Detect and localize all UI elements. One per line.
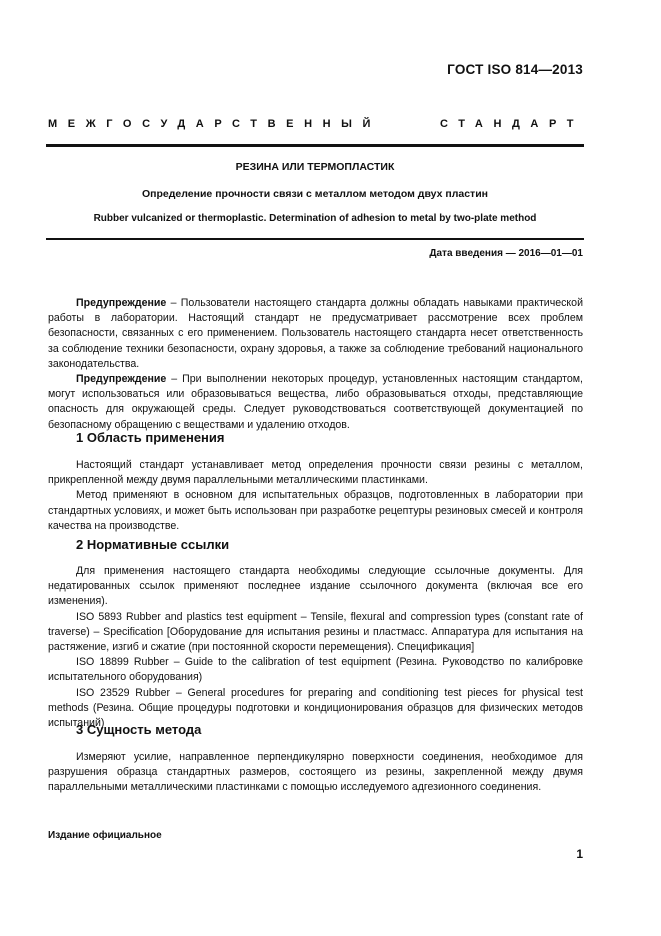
warning-text: – При выполнении некоторых процедур, установленных настоящим стандартом, могут использоваться или образовываться вещества, либо образовываться отходы, представляющие опасность для окружающей среды. Следует руководствоваться соответствующей документацией по безопасному обращению с веществами и удалению отходов. bbox=[48, 373, 583, 431]
document-subtitle-en: Rubber vulcanized or thermoplastic. Determination of adhesion to metal by two-plate method bbox=[93, 213, 537, 224]
title-divider bbox=[46, 238, 584, 240]
reference-iso-18899: ISO 18899 Rubber – Guide to the calibration of test equipment (Резина. Руководство по калибровке испытательного оборудования) bbox=[48, 656, 583, 684]
paragraph: Измеряют усилие, направленное перпендикулярно поверхности соединения, необходимое для разрушения образца стандартных размеров, состоящего из резины, закрепленной между двумя параллельными металлическими пластинками с помощью исследуемого адгезионного соединения. bbox=[48, 751, 583, 794]
warning-label: Предупреждение bbox=[76, 373, 167, 386]
warning-paragraph bbox=[48, 296, 583, 372]
paragraph: Метод применяют в основном для испытательных образцов, подготовленных в лаборатории при стандартных условиях, и может быть использован при разработке рецептуры резиновых смесей и контроля качества на производстве. bbox=[48, 489, 583, 532]
reference-iso-23529: ISO 23529 Rubber – General procedures for preparing and conditioning test pieces for physical test methods (Резина. Общие процедуры подготовки и кондиционирования образцов для физических методов испытаний) bbox=[48, 686, 583, 730]
page-number: 1 bbox=[576, 847, 583, 861]
document-title: РЕЗИНА ИЛИ ТЕРМОПЛАСТИК bbox=[235, 161, 395, 173]
standard-label: СТАНДАРТ bbox=[440, 118, 585, 130]
paragraph: Для применения настоящего стандарта необходимы следующие ссылочные документы. Для недатированных ссылок применяют последнее издание ссылочного документа (включая все его изменения). bbox=[48, 565, 583, 608]
section-heading-references: 2 Нормативные ссылки bbox=[76, 537, 230, 552]
section-body-principle bbox=[48, 750, 583, 796]
section-body-scope bbox=[48, 458, 583, 534]
section-heading-scope: 1 Область применения bbox=[76, 430, 225, 445]
warning-text: – Пользователи настоящего стандарта должны обладать навыками практической работы в лаборатории. Настоящий стандарт не предусматривает рассмотрение всех проблем безопасности, связанных с его применением. Пользователь настоящего стандарта несет ответственность за соблюдение техники безопасности, охрану здоровья, а также за соблюдение требований национального законодательства. bbox=[48, 297, 583, 370]
official-edition-label: Издание официальное bbox=[48, 830, 162, 841]
warning-label: Предупреждение bbox=[76, 297, 167, 309]
introduction-date: Дата введения — 2016—01—01 bbox=[429, 248, 583, 259]
header-divider bbox=[46, 144, 584, 147]
warning-paragraph bbox=[48, 372, 583, 433]
interstate-label: МЕЖГОСУДАРСТВЕННЫЙ bbox=[48, 118, 382, 130]
section-heading-principle: 3 Сущность метода bbox=[76, 722, 202, 737]
document-code: ГОСТ ISO 814—2013 bbox=[447, 62, 583, 77]
warnings-block bbox=[48, 296, 583, 433]
document-subtitle-ru: Определение прочности связи с металлом методом двух пластин bbox=[142, 188, 488, 200]
reference-iso-5893: ISO 5893 Rubber and plastics test equipment – Tensile, flexural and compression types (constant rate of traverse) – Specification [Оборудование для испытания резины и пластмасс. Аппаратура для испытания на растяжение, изгиб и сжатие (при постоянной скорости перемещения). Спецификация] bbox=[48, 610, 583, 654]
section-body-references bbox=[48, 564, 583, 731]
paragraph: Настоящий стандарт устанавливает метод определения прочности связи резины с металлом, прикрепленной между двумя параллельными металлическими пластинками. bbox=[48, 459, 583, 487]
